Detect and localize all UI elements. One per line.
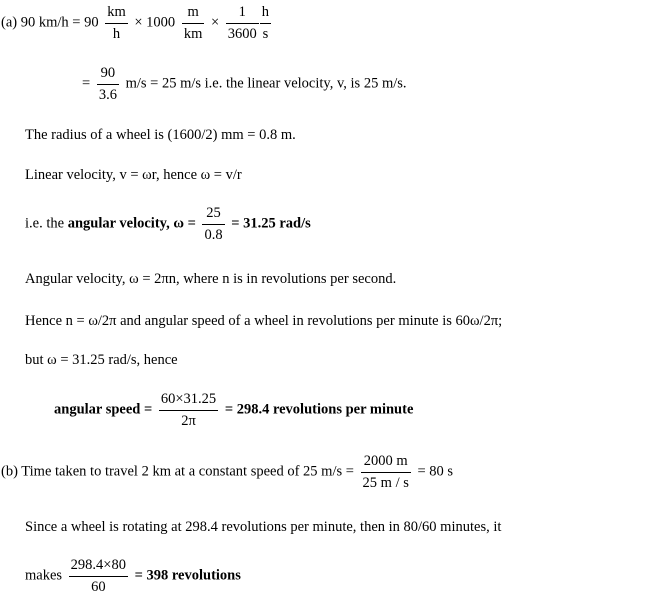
part-b-time-line (1, 454, 453, 490)
fraction-25-per-0-8: $\frac{25}{0.8}$ (204, 205, 223, 243)
angular-speed-line (54, 392, 413, 428)
linear-velocity-formula: Linear velocity, v = ωr, hence ω = v/r (25, 167, 242, 183)
speed-lhs: 90 km/h = 90 (20, 14, 99, 31)
fraction-angular-speed: $\frac{60\times 31.25}{2\pi}$ (160, 391, 217, 429)
part-a-label: (a) (1, 14, 18, 31)
times-sign: × (210, 14, 220, 31)
time-taken-text: Time taken to travel 2 km at a constant speed of 25 m/s = (21, 463, 354, 480)
part-b-label: (b) (1, 463, 18, 480)
linear-velocity-text: m/s = 25 m/s i.e. the linear velocity, v, is 25 m/s. (125, 75, 407, 92)
fraction-m-per-km: $\frac{m}{km}$ (183, 4, 203, 42)
omega-value-text: but ω = 31.25 rad/s, hence (25, 352, 178, 368)
angular-speed-label: angular speed = (54, 401, 153, 418)
fraction-1-per-3600: $\frac{1}{3600}$ (227, 4, 257, 42)
fraction-km-per-h: $\frac{km}{h}$ (107, 4, 126, 42)
angular-speed-result: = 298.4 revolutions per minute (224, 401, 414, 418)
rotation-statement: Since a wheel is rotating at 298.4 revolutions per minute, then in 80/60 minutes, it (25, 519, 502, 535)
fraction-revolutions: $\frac{298.4\times 80}{60}$ (70, 557, 126, 595)
revolutions-per-minute-text: Hence n = ω/2π and angular speed of a wheel in revolutions per minute is 60ω/2π; (25, 313, 503, 329)
fraction-90-per-3-6: $\frac{90}{3.6}$ (98, 65, 117, 103)
equals-sign: = (82, 75, 91, 92)
revolutions-line (25, 558, 241, 594)
fraction-2000m-per-25ms: $\frac{2000 m}{25 m / s}$ (362, 453, 409, 491)
makes-text: makes (25, 567, 63, 584)
times-1000: × 1000 (134, 14, 176, 31)
av-prefix: i.e. the (25, 215, 65, 232)
revolutions-result: = 398 revolutions (134, 567, 241, 584)
angular-velocity-line (25, 206, 311, 242)
angular-velocity-definition: Angular velocity, ω = 2πn, where n is in revolutions per second. (25, 271, 397, 287)
linear-velocity-result (82, 66, 407, 102)
fraction-h-per-s: $\frac{h}{s}$ (261, 4, 270, 42)
angular-velocity-label: angular velocity, ω = (67, 215, 196, 232)
part-a-speed-conversion (1, 5, 274, 41)
time-result: = 80 s (417, 463, 454, 480)
wheel-radius-text: The radius of a wheel is (1600/2) mm = 0.8 m. (25, 127, 296, 143)
angular-velocity-result: = 31.25 rad/s (231, 215, 311, 232)
